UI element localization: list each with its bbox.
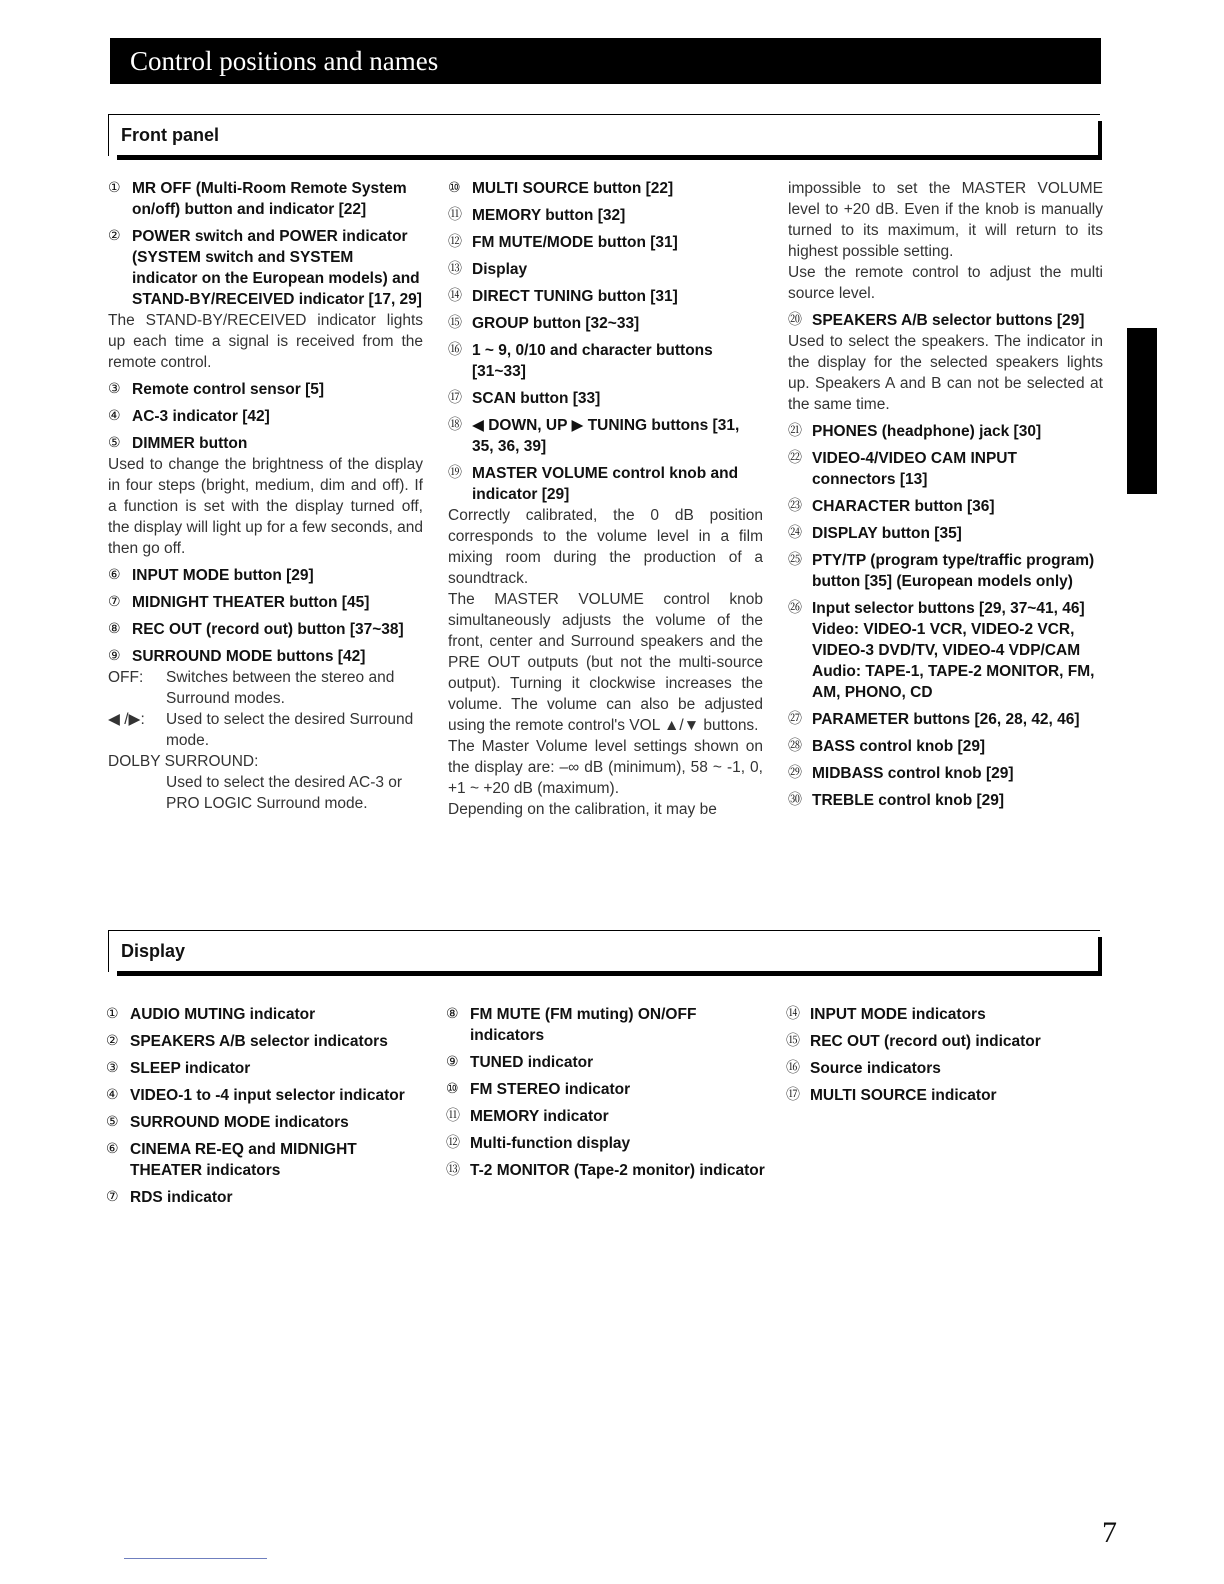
item-number: ㉙ bbox=[788, 765, 802, 781]
volume-paragraph-4: Depending on the calibration, it may be bbox=[448, 801, 717, 818]
item-number: ⑥ bbox=[108, 567, 121, 583]
item-description: Used to change the brightness of the display in four steps (bright, medium, dim and off). If a function is set with the display turned off, the display will light up for a few seconds, and then go off. bbox=[108, 456, 423, 557]
item-label: Multi-function display bbox=[470, 1135, 631, 1152]
item-number: ⑱ bbox=[448, 417, 462, 433]
item-number: ③ bbox=[106, 1060, 119, 1076]
item-number: ⑪ bbox=[448, 207, 462, 223]
footer-rule bbox=[124, 1558, 267, 1559]
item-number: ⑦ bbox=[108, 594, 121, 610]
list-item bbox=[788, 763, 1103, 784]
item-number: ⑫ bbox=[448, 234, 462, 250]
list-item bbox=[108, 619, 423, 640]
list-item bbox=[446, 1004, 766, 1046]
front-panel-column-3 bbox=[788, 178, 1103, 811]
def-term: OFF: bbox=[108, 669, 144, 686]
list-item bbox=[448, 286, 763, 307]
item-number: ⑬ bbox=[446, 1162, 460, 1178]
list-item bbox=[786, 1085, 1106, 1106]
item-number: ⑰ bbox=[448, 390, 462, 406]
item-number: ⑦ bbox=[106, 1189, 119, 1205]
display-column-1 bbox=[106, 998, 426, 1208]
list-item bbox=[108, 178, 423, 220]
page-number: 7 bbox=[1102, 1516, 1117, 1549]
list-item bbox=[448, 388, 763, 409]
list-item bbox=[106, 1031, 426, 1052]
item-number: ㉒ bbox=[788, 450, 802, 466]
item-label: SURROUND MODE buttons [42] bbox=[132, 648, 366, 665]
item-number: ⑧ bbox=[108, 621, 121, 637]
list-item bbox=[448, 415, 763, 457]
item-number: ① bbox=[108, 180, 121, 196]
item-label: CINEMA RE-EQ and MIDNIGHT THEATER indicators bbox=[130, 1141, 357, 1179]
list-item bbox=[788, 709, 1103, 730]
item-number: ④ bbox=[108, 408, 121, 424]
item-number: ⑨ bbox=[108, 648, 121, 664]
volume-continued: impossible to set the MASTER VOLUME level to +20 dB. Even if the knob is manually turned to its maximum, it will return to its highest possible setting. bbox=[788, 180, 1103, 260]
item-number: ⑰ bbox=[786, 1087, 800, 1103]
item-label: DISPLAY button [35] bbox=[812, 525, 962, 542]
item-number: ㉕ bbox=[788, 552, 802, 568]
item-label: INPUT MODE indicators bbox=[810, 1006, 986, 1023]
item-label: DIRECT TUNING button [31] bbox=[472, 288, 678, 305]
item-label: MEMORY indicator bbox=[470, 1108, 609, 1125]
list-item bbox=[108, 406, 423, 427]
item-number: ⑮ bbox=[448, 315, 462, 331]
item-label: SPEAKERS A/B selector indicators bbox=[130, 1033, 388, 1050]
list-item bbox=[448, 232, 763, 253]
list-item bbox=[108, 379, 423, 400]
def-text: Switches between the stereo and Surround modes. bbox=[166, 669, 395, 707]
list-item bbox=[106, 1112, 426, 1133]
item-label: Remote control sensor [5] bbox=[132, 381, 325, 398]
item-number: ② bbox=[108, 228, 121, 244]
list-item bbox=[446, 1079, 766, 1100]
display-heading-text: Display bbox=[121, 941, 186, 961]
surround-def-dolby bbox=[108, 751, 423, 814]
list-item bbox=[448, 340, 763, 382]
def-term: DOLBY SURROUND: bbox=[108, 753, 259, 770]
item-label: FM STEREO indicator bbox=[470, 1081, 631, 1098]
def-term: ◀ /▶: bbox=[108, 711, 145, 728]
item-number: ㉗ bbox=[788, 711, 802, 727]
item-number: ㉑ bbox=[788, 423, 802, 439]
list-item bbox=[106, 1139, 426, 1181]
list-item bbox=[788, 550, 1103, 592]
item-label: Display bbox=[472, 261, 528, 278]
item-label: REC OUT (record out) indicator bbox=[810, 1033, 1041, 1050]
list-item bbox=[448, 205, 763, 226]
list-item bbox=[786, 1031, 1106, 1052]
volume-paragraph-2: The MASTER VOLUME control knob simultaneously adjusts the volume of the front, center and Surround speakers and the PRE OUT outputs (but not the multi-source output). Turning it clockwise increases the volume. The volume can also be adjusted using the remote control's VOL ▲/▼ buttons. bbox=[448, 591, 763, 734]
list-item bbox=[108, 433, 423, 454]
item-label: POWER switch and POWER indicator (SYSTEM switch and SYSTEM indicator on the European models) and STAND-BY/RECEIVED indicator [17, 29] bbox=[132, 228, 422, 308]
item-label: MEMORY button [32] bbox=[472, 207, 626, 224]
item-number: ⑩ bbox=[446, 1081, 459, 1097]
section-tab-marker bbox=[1127, 328, 1157, 494]
item-label: INPUT MODE button [29] bbox=[132, 567, 314, 584]
item-label: MIDBASS control knob [29] bbox=[812, 765, 1014, 782]
volume-paragraph-3: The Master Volume level settings shown on the display are: –∞ dB (minimum), 58 ~ -1, 0, +1 ~ +20 dB (maximum). bbox=[448, 738, 763, 797]
list-item bbox=[448, 463, 763, 505]
item-number: ⑤ bbox=[106, 1114, 119, 1130]
item-description: Correctly calibrated, the 0 dB position corresponds to the volume level in a film mixing room during the production of a soundtrack. bbox=[448, 507, 763, 587]
list-item bbox=[446, 1133, 766, 1154]
item-label: MASTER VOLUME control knob and indicator [29] bbox=[472, 465, 739, 503]
item-number: ⑮ bbox=[786, 1033, 800, 1049]
item-label: MULTI SOURCE button [22] bbox=[472, 180, 674, 197]
item-label: SLEEP indicator bbox=[130, 1060, 251, 1077]
list-item bbox=[108, 565, 423, 586]
item-label: SPEAKERS A/B selector buttons [29] bbox=[812, 312, 1085, 329]
item-label: BASS control knob [29] bbox=[812, 738, 986, 755]
item-number: ㉓ bbox=[788, 498, 802, 514]
list-item bbox=[446, 1106, 766, 1127]
item-description: The STAND-BY/RECEIVED indicator lights up each time a signal is received from the remote control. bbox=[108, 312, 423, 371]
item-number: ⑪ bbox=[446, 1108, 460, 1124]
list-item bbox=[788, 523, 1103, 544]
item-number: ⑨ bbox=[446, 1054, 459, 1070]
front-panel-heading-text: Front panel bbox=[121, 125, 219, 145]
display-column-3 bbox=[786, 998, 1106, 1106]
heading-tick bbox=[1098, 937, 1102, 976]
list-item bbox=[788, 496, 1103, 517]
item-number: ② bbox=[106, 1033, 119, 1049]
item-number: ㉔ bbox=[788, 525, 802, 541]
list-item bbox=[448, 178, 763, 199]
list-item bbox=[788, 790, 1103, 811]
item-label: Source indicators bbox=[810, 1060, 941, 1077]
item-label: PTY/TP (program type/traffic program) button [35] (European models only) bbox=[812, 552, 1095, 590]
item-label: SURROUND MODE indicators bbox=[130, 1114, 349, 1131]
list-item bbox=[106, 1187, 426, 1208]
item-number: ⑲ bbox=[448, 465, 462, 481]
list-item bbox=[788, 310, 1103, 331]
item-description: Used to select the speakers. The indicator in the display for the selected speakers lights up. Speakers A and B can not be selected at the same time. bbox=[788, 333, 1103, 413]
item-number: ⑯ bbox=[786, 1060, 800, 1076]
item-label: PHONES (headphone) jack [30] bbox=[812, 423, 1042, 440]
item-label: RDS indicator bbox=[130, 1189, 233, 1206]
item-label: AUDIO MUTING indicator bbox=[130, 1006, 316, 1023]
item-label: MIDNIGHT THEATER button [45] bbox=[132, 594, 370, 611]
list-item bbox=[108, 226, 423, 310]
item-number: ① bbox=[106, 1006, 119, 1022]
display-column-2 bbox=[446, 998, 766, 1181]
list-item bbox=[788, 448, 1103, 490]
list-item bbox=[446, 1052, 766, 1073]
item-label: Input selector buttons [29, 37~41, 46] Video: VIDEO-1 VCR, VIDEO-2 VCR, VIDEO-3 DVD/TV, VIDEO-4 VDP/CAM Audio: TAPE-1, TAPE-2 MONITOR, FM, AM, PHONO, CD bbox=[812, 600, 1095, 701]
list-item bbox=[786, 1058, 1106, 1079]
front-panel-column-1 bbox=[108, 178, 423, 814]
item-number: ⑩ bbox=[448, 180, 461, 196]
item-label: TREBLE control knob [29] bbox=[812, 792, 1005, 809]
item-label: VIDEO-4/VIDEO CAM INPUT connectors [13] bbox=[812, 450, 1017, 488]
list-item bbox=[106, 1058, 426, 1079]
item-number: ⑭ bbox=[786, 1006, 800, 1022]
item-number: ⑤ bbox=[108, 435, 121, 451]
item-number: ㉘ bbox=[788, 738, 802, 754]
item-number: ⑧ bbox=[446, 1006, 459, 1022]
item-number: ③ bbox=[108, 381, 121, 397]
list-item bbox=[786, 1004, 1106, 1025]
item-number: ㉚ bbox=[788, 792, 802, 808]
item-number: ⑳ bbox=[788, 312, 802, 328]
item-label: 1 ~ 9, 0/10 and character buttons [31~33] bbox=[472, 342, 713, 380]
list-item bbox=[448, 313, 763, 334]
item-number: ④ bbox=[106, 1087, 119, 1103]
heading-tick bbox=[1098, 121, 1102, 160]
surround-def-off bbox=[108, 667, 423, 709]
item-label: ◀ DOWN, UP ▶ TUNING buttons [31, 35, 36, 39] bbox=[472, 417, 740, 455]
item-number: ⑫ bbox=[446, 1135, 460, 1151]
item-label: SCAN button [33] bbox=[472, 390, 601, 407]
page-title: Control positions and names bbox=[110, 38, 1101, 84]
item-label: DIMMER button bbox=[132, 435, 248, 452]
list-item bbox=[108, 646, 423, 667]
def-text: Used to select the desired AC-3 or PRO LOGIC Surround mode. bbox=[166, 774, 403, 812]
item-label: GROUP button [32~33] bbox=[472, 315, 640, 332]
list-item bbox=[788, 421, 1103, 442]
item-label: VIDEO-1 to -4 input selector indicator bbox=[130, 1087, 405, 1104]
item-label: MR OFF (Multi-Room Remote System on/off) button and indicator [22] bbox=[132, 180, 407, 218]
list-item bbox=[106, 1085, 426, 1106]
item-label: FM MUTE/MODE button [31] bbox=[472, 234, 678, 251]
item-label: REC OUT (record out) button [37~38] bbox=[132, 621, 404, 638]
item-label: AC-3 indicator [42] bbox=[132, 408, 270, 425]
heading-rule bbox=[117, 155, 1102, 160]
item-number: ㉖ bbox=[788, 600, 802, 616]
item-label: FM MUTE (FM muting) ON/OFF indicators bbox=[470, 1006, 697, 1044]
list-item bbox=[788, 736, 1103, 757]
front-panel-column-2 bbox=[448, 178, 763, 820]
list-item bbox=[788, 598, 1103, 703]
item-label: MULTI SOURCE indicator bbox=[810, 1087, 997, 1104]
surround-def-arrows bbox=[108, 709, 423, 751]
front-panel-heading bbox=[108, 114, 1100, 156]
list-item bbox=[448, 259, 763, 280]
item-label: T-2 MONITOR (Tape-2 monitor) indicator bbox=[470, 1162, 765, 1179]
list-item bbox=[106, 1004, 426, 1025]
def-text: Used to select the desired Surround mode. bbox=[166, 711, 414, 749]
display-heading bbox=[108, 930, 1100, 972]
item-label: TUNED indicator bbox=[470, 1054, 594, 1071]
item-label: PARAMETER buttons [26, 28, 42, 46] bbox=[812, 711, 1080, 728]
multi-source-note: Use the remote control to adjust the multi source level. bbox=[788, 264, 1103, 302]
item-number: ⑥ bbox=[106, 1141, 119, 1157]
item-number: ⑯ bbox=[448, 342, 462, 358]
heading-rule bbox=[117, 971, 1102, 976]
item-number: ⑬ bbox=[448, 261, 462, 277]
item-number: ⑭ bbox=[448, 288, 462, 304]
list-item bbox=[446, 1160, 766, 1181]
item-label: CHARACTER button [36] bbox=[812, 498, 995, 515]
list-item bbox=[108, 592, 423, 613]
